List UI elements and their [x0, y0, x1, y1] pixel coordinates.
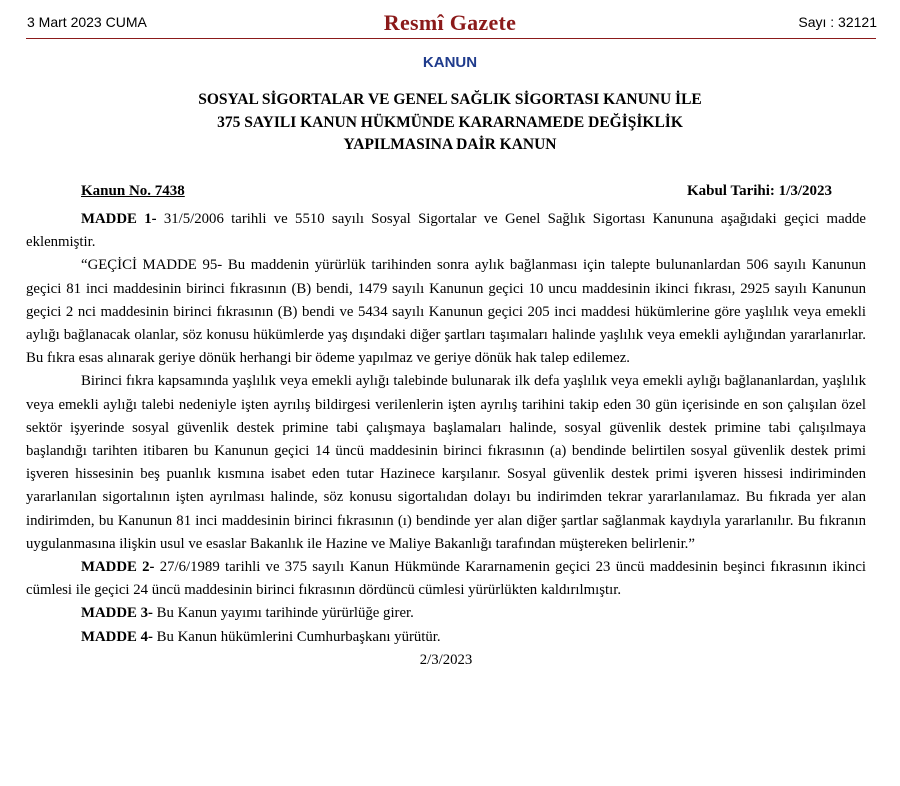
- acceptance-date: Kabul Tarihi: 1/3/2023: [686, 183, 832, 199]
- article-text: Bu Kanun hükümlerini Cumhurbaşkanı yürütür.: [152, 628, 441, 645]
- article-paragraph: [26, 254, 866, 370]
- article-label: MADDE 2-: [81, 559, 155, 576]
- article-text: Birinci fıkra kapsamında yaşlılık veya emekli aylığı talebinde bulunarak ilk defa yaşlılık veya emekli aylığı bağlananlardan, yaşlılık veya emekli aylığı talebi nedeniyle işten ayrılış bildirgesi verilenlerin işten ayrılış tarihini takip eden 30 gün içerisinde en son çalışılan özel sektör işyerinde sosyal güvenlik destek primine tabi çalışmaya başlamaları halinde, sosyal güvenlik destek primine tabi çalışılmaya başlandığı tarihten itibaren bu Kanunun geçici 14 üncü maddesinin birinci fıkrasının (a) bendinde belirtilen sosyal güvenlik destek primi işveren hissesinin beş puanlık kısmına isabet eden tutar Hazinece karşılanır. Sosyal güvenlik destek primi işveren hissesi indiriminden yararlanılan sigortalının işten ayrılması halinde, söz konusu sigortalıdan dolayı bu indirimden tekrar yararlanılamaz. Bu fıkrada yer alan indirimden, bu Kanunun 81 inci maddesinin birinci fıkrasının (ı) bendinde yer alan diğer şartlar sağlanmak kaydıyla yararlanılır. Bu fıkranın uygulanmasına ilişkin usul ve esaslar Bakanlık ile Hazine ve Maliye Bakanlığı tarafından müştereken belirlenir.”: [26, 373, 866, 552]
- article-paragraph: [26, 602, 866, 625]
- article-text: “GEÇİCİ MADDE 95- Bu maddenin yürürlük tarihinden sonra aylık bağlanması için talepte bulunanlardan 506 sayılı Kanunun geçici 81 inci maddesinin birinci fıkrasının (B) bendi, 1479 sayılı Kanunun geçici 10 uncu maddesinin ikinci fıkrası, 2925 sayılı Kanunun geçici 2 nci maddesinin birinci fıkrasının (B) bendi ve 5434 sayılı Kanunun geçici 205 inci maddesi hükümlerine göre yaşlılık veya emekli aylığı bağlanacak olanlar, söz konusu hükümlerde yaş dışındaki diğer şartları taşımaları halinde yaşlılık veya emekli aylığından yararlanırlar. Bu fıkra esas alınarak geriye dönük herhangi bir ödeme yapılmaz ve geriye dönük hak talep edilemez.: [26, 257, 866, 367]
- law-body: [26, 208, 866, 672]
- article-text: Bu Kanun yayımı tarihinde yürürlüğe girer.: [152, 605, 414, 622]
- signature-date: 2/3/2023: [419, 651, 473, 668]
- article-label: MADDE 4-: [81, 628, 153, 645]
- article-paragraph: [26, 626, 866, 649]
- article-paragraph: [26, 208, 866, 254]
- law-title-line: SOSYAL SİGORTALAR VE GENEL SAĞLIK SİGORTASI KANUNU İLE: [198, 91, 702, 108]
- article-text: 31/5/2006 tarihli ve 5510 sayılı Sosyal Sigortalar ve Genel Sağlık Sigortası Kanununa aşağıdaki geçici madde eklenmiştir.: [26, 211, 867, 251]
- law-title: [0, 89, 900, 157]
- law-meta: [81, 183, 832, 200]
- issue-number: Sayı : 32121: [798, 14, 877, 30]
- article-paragraph: [26, 370, 866, 556]
- document-type: KANUN: [422, 54, 478, 71]
- article-label: MADDE 3-: [81, 605, 153, 622]
- article-paragraph: [26, 556, 866, 602]
- law-number: Kanun No. 7438: [81, 183, 185, 199]
- law-title-line: YAPILMASINA DAİR KANUN: [343, 136, 557, 153]
- gazette-title: Resmî Gazete: [383, 10, 517, 35]
- article-label: MADDE 1-: [81, 211, 157, 227]
- article-text: 27/6/1989 tarihli ve 375 sayılı Kanun Hükmünde Kararnamenin geçici 23 üncü maddesinin beşinci fıkrasının ikinci cümlesi ile geçici 24 üncü maddesinin birinci fıkrasının dördüncü cümlesi yürürlükten kaldırılmıştır.: [26, 559, 866, 599]
- law-title-line: 375 SAYILI KANUN HÜKMÜNDE KARARNAMEDE DEĞİŞİKLİK: [217, 113, 683, 131]
- issue-date: 3 Mart 2023 CUMA: [27, 14, 147, 30]
- header-divider: [26, 38, 876, 39]
